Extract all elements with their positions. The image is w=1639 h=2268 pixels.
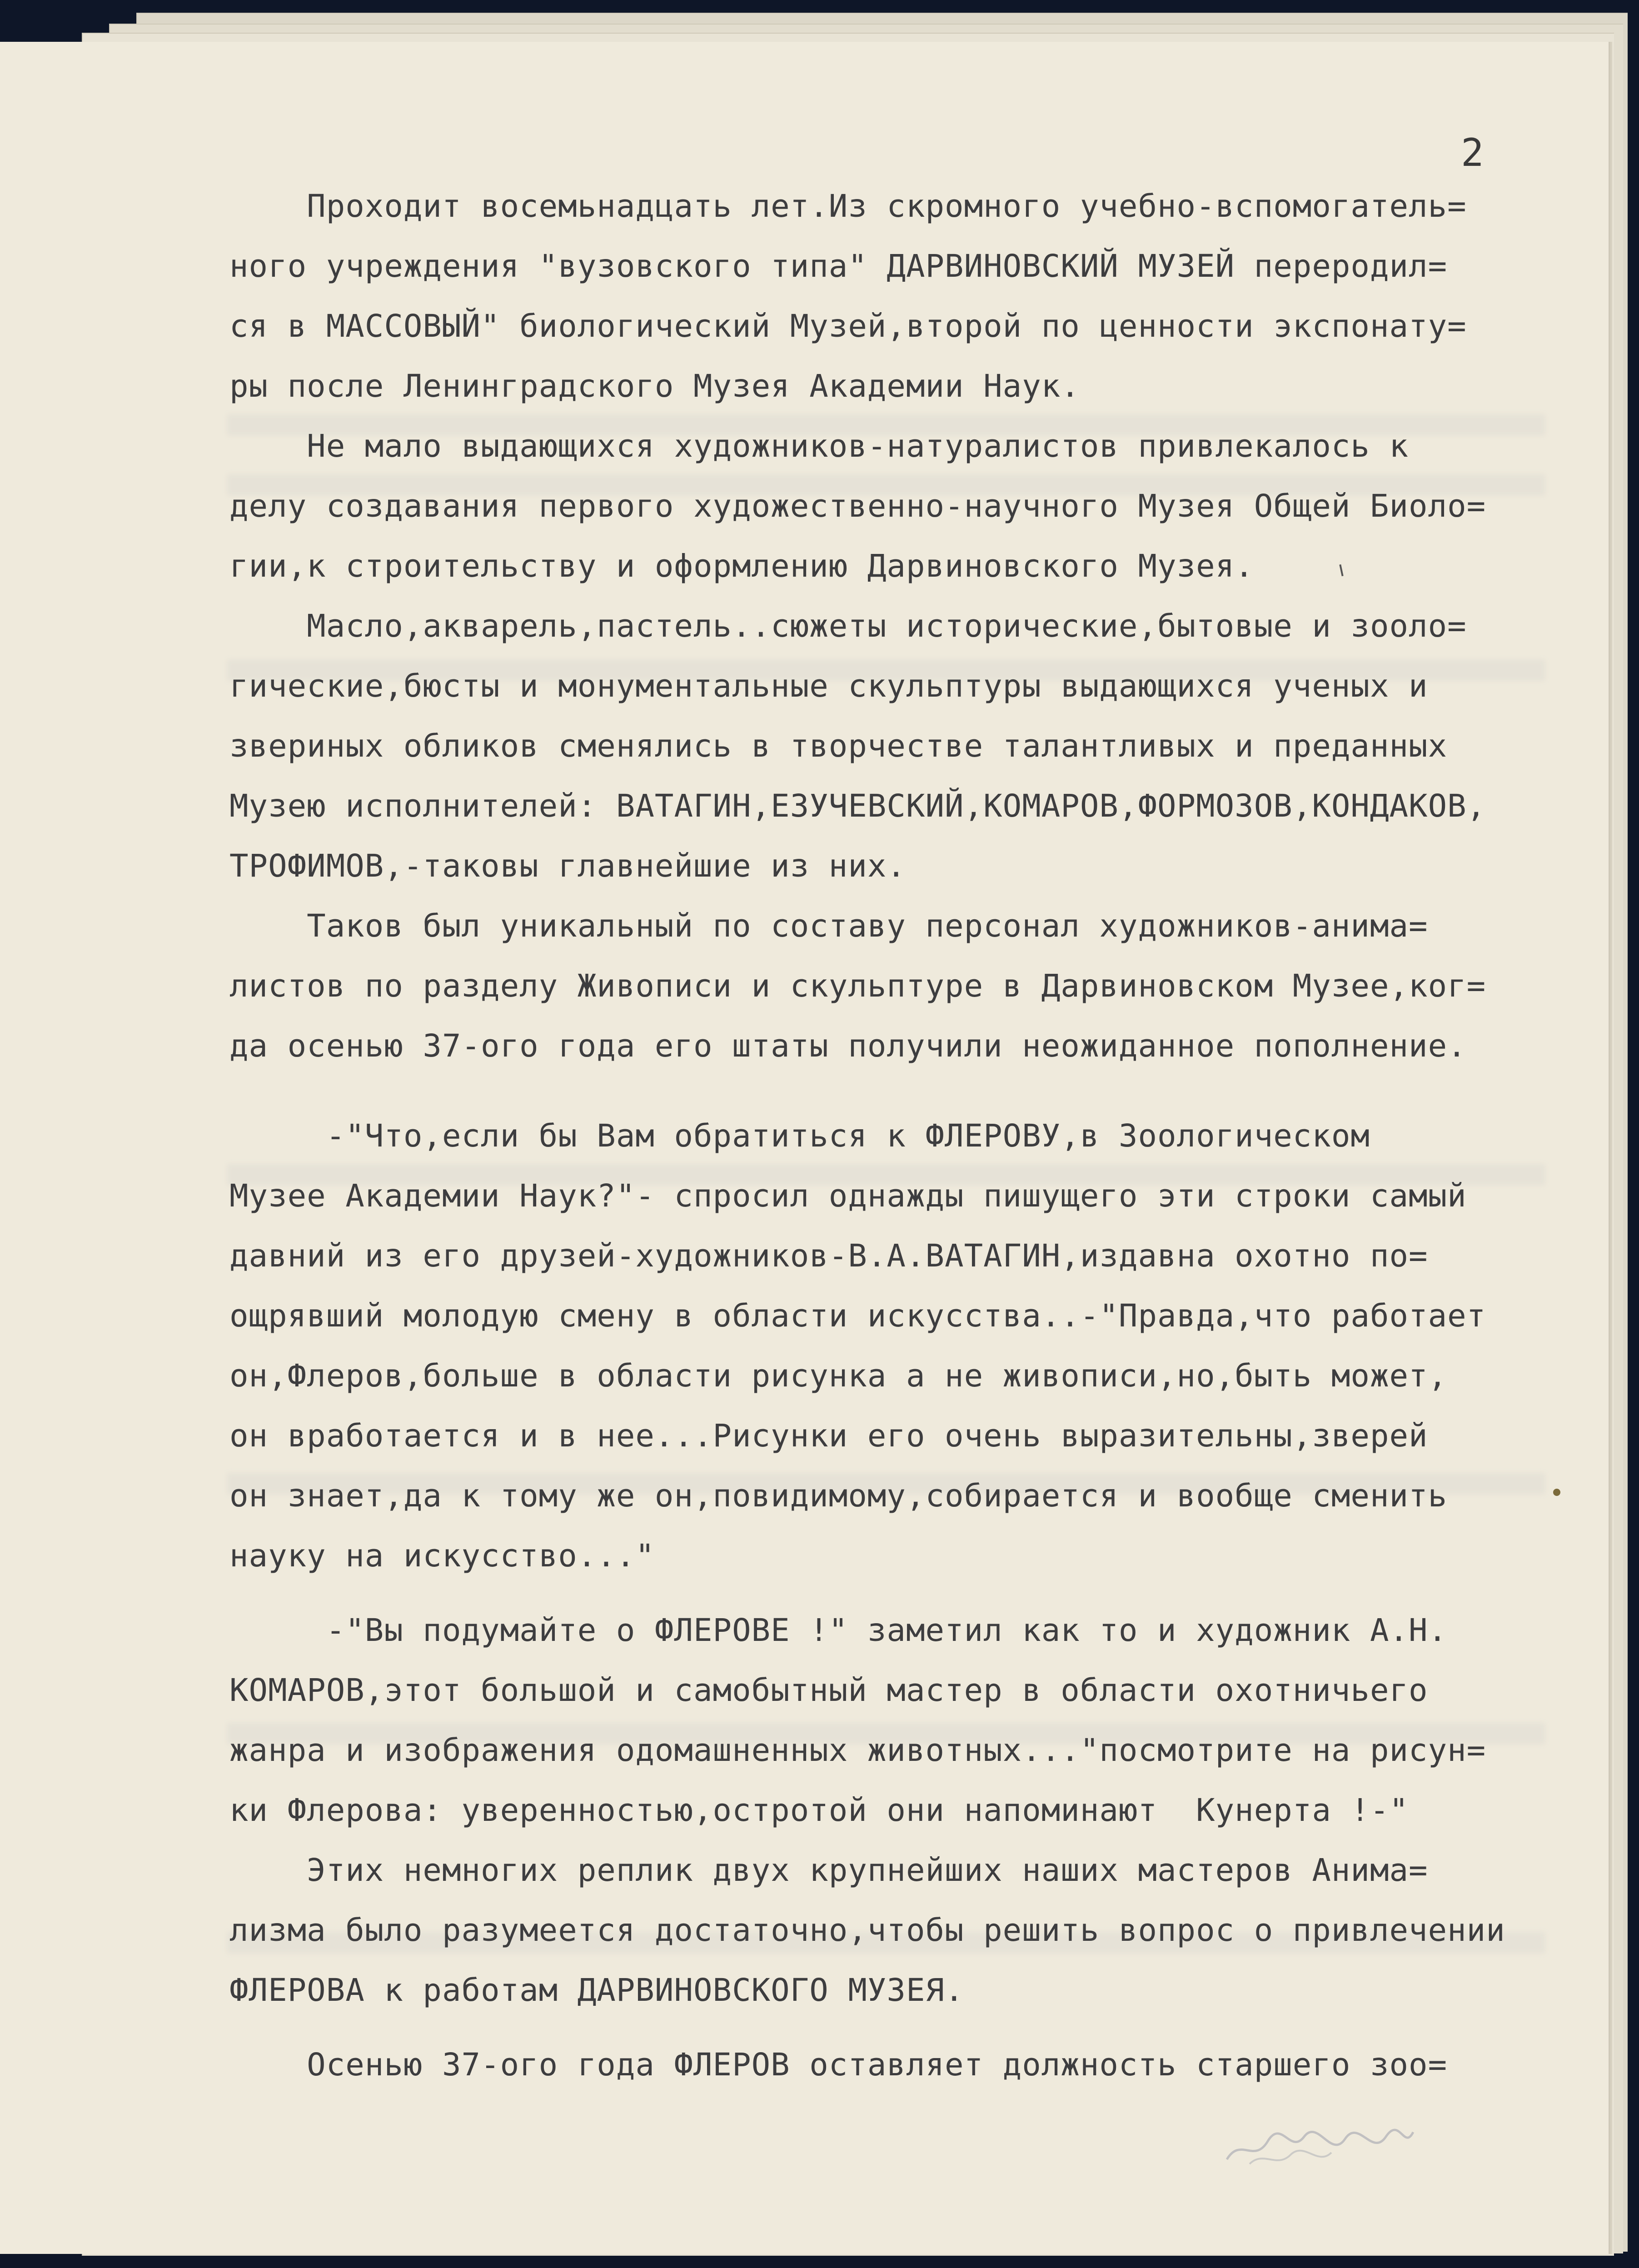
text-line: звериных обликов сменялись в творчестве талантливых и преданных bbox=[229, 728, 1448, 764]
text-line: Не мало выдающихся художников-натуралистов привлекалось к bbox=[229, 428, 1409, 464]
text-line: Масло,акварель,пастель..сюжеты исторические,бытовые и зооло= bbox=[229, 608, 1467, 644]
text-line: да осенью 37-ого года его штаты получили неожиданное пополнение. bbox=[229, 1028, 1467, 1064]
text-line: давний из его друзей-художников-В.А.ВАТАГИН,издавна охотно по= bbox=[229, 1238, 1428, 1274]
text-line: Осенью 37-ого года ФЛЕРОВ оставляет должность старшего зоо= bbox=[229, 2047, 1448, 2083]
paragraph-gap bbox=[229, 2020, 1597, 2035]
text-line: гии,к строительству и оформлению Дарвиновского Музея. bbox=[229, 548, 1254, 584]
text-line: он,Флеров,больше в области рисунка а не живописи,но,быть может, bbox=[229, 1358, 1448, 1394]
text-line: науку на искусство..." bbox=[229, 1538, 655, 1574]
page-number: 2 bbox=[1461, 130, 1484, 175]
text-line: гические,бюсты и монументальные скульптуры выдающихся ученых и bbox=[229, 668, 1428, 704]
text-line: лизма было разумеется достаточно,чтобы решить вопрос о привлечении bbox=[229, 1912, 1505, 1949]
paragraph-gap bbox=[229, 1076, 1597, 1106]
text-line: Проходит восемьнадцать лет.Из скромного учебно-вспомогатель= bbox=[229, 188, 1467, 224]
text-line: Таков был уникальный по составу персонал художников-анима= bbox=[229, 908, 1428, 944]
text-line: листов по разделу Живописи и скульптуре в Дарвиновском Музее,ког= bbox=[229, 968, 1486, 1004]
text-line: делу создавания первого художественно-научного Музея Общей Биоло= bbox=[229, 488, 1486, 524]
text-line: Музее Академии Наук?"- спросил однажды пишущего эти строки самый bbox=[229, 1178, 1467, 1214]
text-line: ся в МАССОВЫЙ" биологический Музей,второй по ценности экспонату= bbox=[229, 308, 1467, 344]
paragraph-gap bbox=[229, 1586, 1597, 1600]
text-line: ощрявший молодую смену в области искусства..-"Правда,что работает bbox=[229, 1298, 1486, 1334]
text-line: он вработается и в нее...Рисунки его очень выразительны,зверей bbox=[229, 1418, 1428, 1454]
ink-dot bbox=[1553, 1489, 1560, 1496]
text-line: ного учреждения "вузовского типа" ДАРВИНОВСКИЙ МУЗЕЙ переродил= bbox=[229, 248, 1448, 284]
text-line: ки Флерова: уверенностью,остротой они напоминают Кунерта !-" bbox=[229, 1792, 1409, 1829]
text-line: -"Что,если бы Вам обратиться к ФЛЕРОВУ,в Зоологическом bbox=[229, 1118, 1370, 1154]
text-line: КОМАРОВ,этот большой и самобытный мастер в области охотничьего bbox=[229, 1672, 1428, 1709]
pencil-annotation bbox=[1222, 2118, 1418, 2173]
text-line: жанра и изображения одомашненных животных..."посмотрите на рисун= bbox=[229, 1732, 1486, 1769]
text-line: ры после Ленинградского Музея Академии Наук. bbox=[229, 368, 1080, 404]
typewritten-page bbox=[0, 42, 1609, 2254]
body-text bbox=[229, 176, 1597, 2095]
text-line: Музею исполнителей: ВАТАГИН,ЕЗУЧЕВСКИЙ,КОМАРОВ,ФОРМОЗОВ,КОНДАКОВ, bbox=[229, 788, 1486, 824]
text-line: Этих немногих реплик двух крупнейших наших мастеров Анима= bbox=[229, 1852, 1428, 1889]
text-line: он знает,да к тому же он,повидимому,собирается и вообще сменить bbox=[229, 1478, 1448, 1514]
text-line: ТРОФИМОВ,-таковы главнейшие из них. bbox=[229, 848, 906, 884]
text-line: ФЛЕРОВА к работам ДАРВИНОВСКОГО МУЗЕЯ. bbox=[229, 1972, 964, 2009]
text-line: -"Вы подумайте о ФЛЕРОВЕ !" заметил как то и художник А.Н. bbox=[229, 1612, 1448, 1649]
